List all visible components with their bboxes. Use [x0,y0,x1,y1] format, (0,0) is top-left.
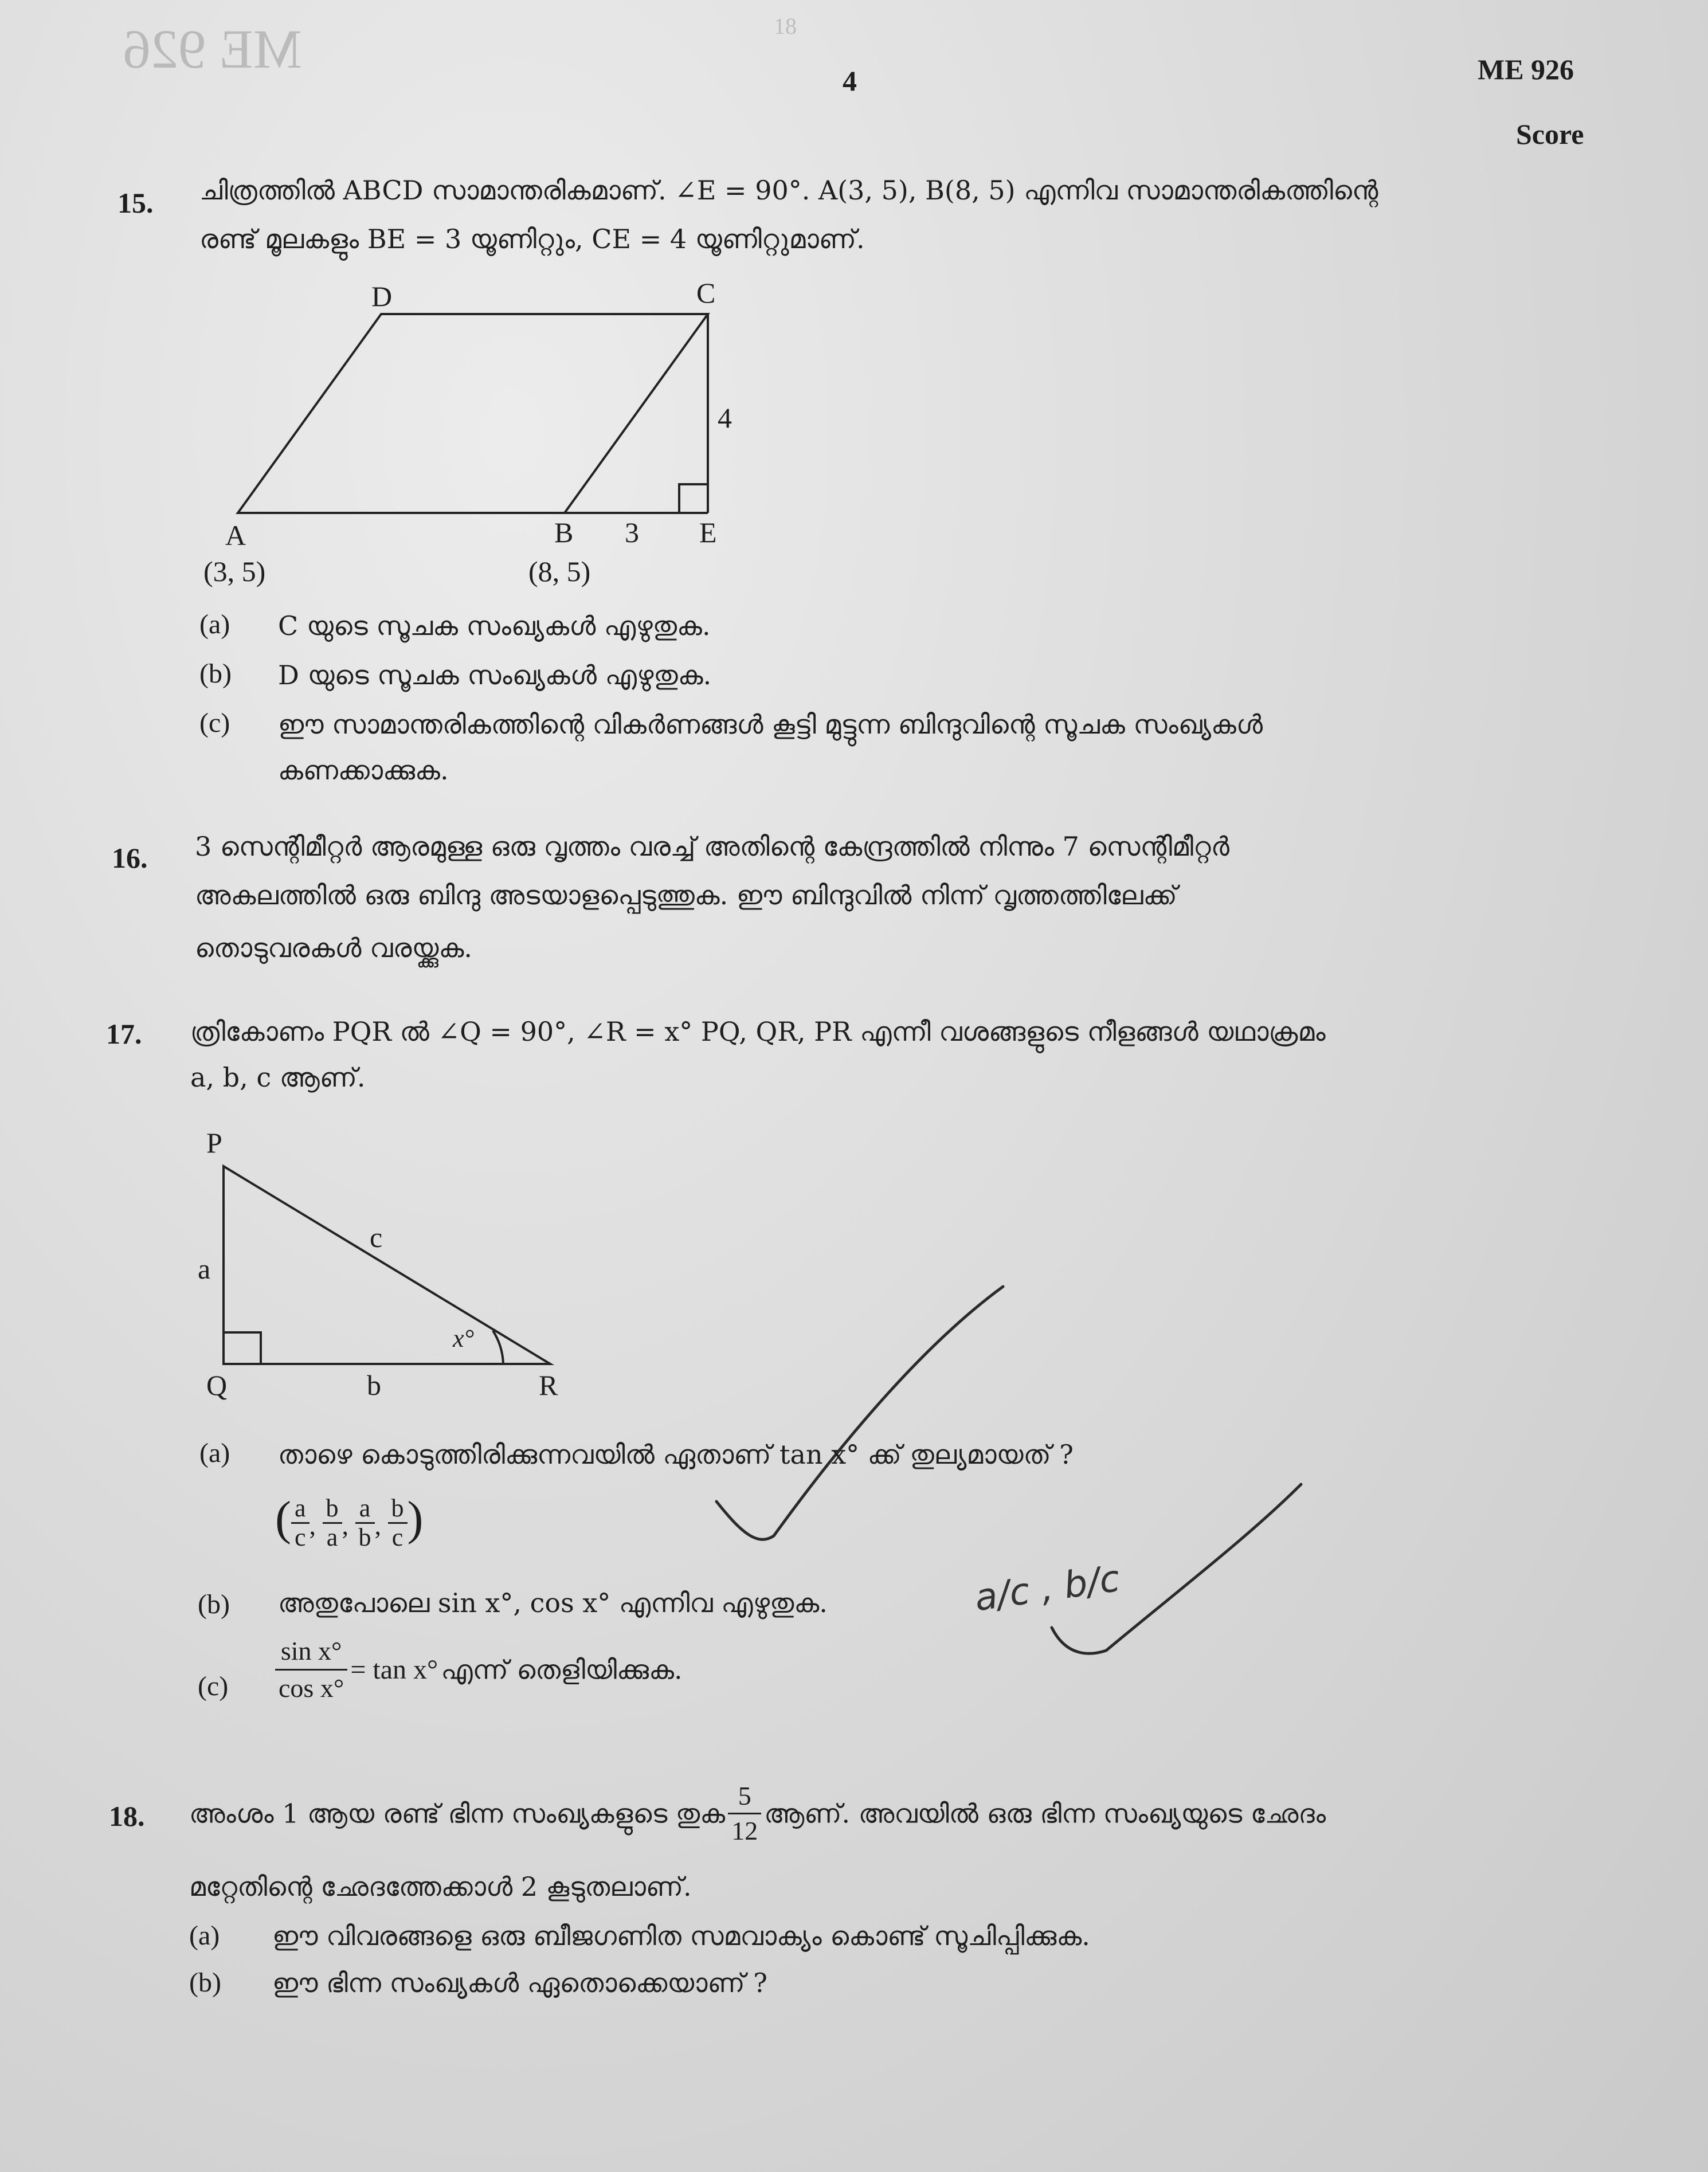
q15-part-c-text-cont: കണക്കാക്കുക. [278,755,449,786]
vertex-a-label: A [225,519,246,551]
question-number-17: 17. [106,1018,142,1050]
q15-part-c-text: ഈ സാമാന്തരികത്തിന്റെ വികർണങ്ങൾ കൂട്ടി മുട്ടുന്ന ബിന്ദുവിന്റെ സൂചക സംഖ്യകൾ [278,709,1263,740]
q17-part-c-expression: $\frac{\text{sin x°}}{\text{cos x°}}$ = tan x° എന്ന് തെളിയിക്കുക. [275,1633,683,1706]
point-b-coordinates: (8, 5) [528,555,591,587]
paper-code: ME 926 [1478,53,1574,85]
q15-text-line1: ചിത്രത്തിൽ ABCD സാമാന്തരികമാണ്. ∠E = 90°. A(3, 5), B(8, 5) എന്നിവ സാമാന്തരികത്തിന്റെ [199,175,1378,206]
option-fraction: $\frac{b}{c}$ [388,1495,408,1551]
point-a-coordinates: (3, 5) [203,555,266,587]
vertex-d-label: D [371,280,393,312]
vertex-e-label: E [699,516,717,548]
sin-over-cos-fraction: $\frac{\text{sin x°}}{\text{cos x°}}$ [275,1633,347,1706]
q18-text-line2: മറ്റേതിന്റെ ഛേദത്തേക്കാൾ 2 കൂടുതലാണ്. [189,1871,692,1902]
question-number-18: 18. [109,1800,145,1832]
q17-triangle-figure [224,1166,550,1364]
question-number-15: 15. [117,187,154,219]
q18-part-a-label: (a) [189,1920,220,1951]
q17-text-line1: ത്രികോണം PQR ൽ ∠Q = 90°, ∠R = x° PQ, QR, PR എന്നീ വശങ്ങളുടെ നീളങ്ങൾ യഥാക്രമം [190,1016,1326,1047]
q17-part-b-label: (b) [198,1589,230,1620]
vertex-c-label: C [696,277,716,309]
q15-text-line2: രണ്ട് മൂലകളും BE = 3 യൂണിറ്റും, CE = 4 യൂണിറ്റുമാണ്. [199,224,865,254]
q17-part-a-text: താഴെ കൊടുത്തിരിക്കുന്നവയിൽ ഏതാണ് tan x° ക്ക് തുല്യമായത് ? [278,1439,1074,1470]
q16-text-line1: 3 സെന്റിമീറ്റർ ആരമുള്ള ഒരു വൃത്തം വരച്ച് അതിന്റെ കേന്ദ്രത്തിൽ നിന്നും 7 സെന്റിമീറ്റർ [195,831,1229,862]
side-ce-length: 4 [718,402,732,434]
q16-text-line3: തൊടുവരകൾ വരയ്ക്കുക. [195,932,472,963]
side-c-label: c [370,1221,383,1253]
q17-text-line2: a, b, c ആണ്. [190,1062,366,1093]
q15-part-b-text: D യുടെ സൂചക സംഖ്യകൾ എഴുതുക. [278,660,712,691]
vertex-q-label: Q [206,1369,228,1401]
option-fraction: $\frac{a}{c}$ [291,1495,310,1551]
option-fraction: $\frac{b}{a}$ [323,1495,342,1551]
side-b-label: b [367,1369,381,1401]
q15-part-a-label: (a) [199,609,230,640]
q18-part-b-text: ഈ ഭിന്ന സംഖ്യകൾ ഏതൊക്കെയാണ് ? [272,1967,767,1998]
q18-part-a-text: ഈ വിവരങ്ങളെ ഒരു ബീജഗണിത സമവാക്യം കൊണ്ട് സൂചിപ്പിക്കുക. [272,1920,1090,1951]
q17-part-b-text: അതുപോലെ sin x°, cos x° എന്നിവ എഴുതുക. [278,1587,828,1618]
vertex-r-label: R [539,1369,558,1401]
q17-part-c-label: (c) [198,1671,229,1701]
vertex-b-label: B [554,516,574,548]
bleed-through-mark: 18 [774,13,797,39]
q18-part-b-label: (b) [189,1967,221,1998]
side-a-label: a [198,1253,211,1285]
question-number-16: 16. [112,842,148,874]
q17-part-a-label: (a) [199,1438,230,1468]
sum-fraction: $\frac{5}{12}$ [728,1779,761,1848]
side-be-length: 3 [625,516,639,548]
q15-part-a-text: C യുടെ സൂചക സംഖ്യകൾ എഴുതുക. [278,610,711,641]
q15-part-b-label: (b) [199,658,232,689]
option-fraction: $\frac{a}{b}$ [355,1495,375,1551]
score-label: Score [1516,118,1584,150]
handwritten-answer: a/c , b/c [972,1557,1123,1620]
bleed-through-code: ME 926 [123,18,302,80]
vertex-p-label: P [206,1127,222,1159]
q18-text-line1: അംശം 1 ആയ രണ്ട് ഭിന്ന സംഖ്യകളുടെ തുക $\frac{5}{12}$ ആണ്. അവയിൽ ഒരു ഭിന്ന സംഖ്യയുടെ ഛേദം [189,1779,1326,1848]
q15-part-c-label: (c) [199,708,230,738]
page-number: 4 [843,65,857,97]
q16-text-line2: അകലത്തിൽ ഒരു ബിന്ദു അടയാളപ്പെടുത്തുക. ഈ ബിന്ദുവിൽ നിന്ന് വൃത്തത്തിലേക്ക് [195,880,1177,911]
angle-x-label: x° [453,1324,475,1352]
q17-options: ( $\frac{a}{c}$ , $\frac{b}{a}$ , $\frac{a}{b}$ , $\frac{b}{c}$ ) [275,1492,424,1552]
